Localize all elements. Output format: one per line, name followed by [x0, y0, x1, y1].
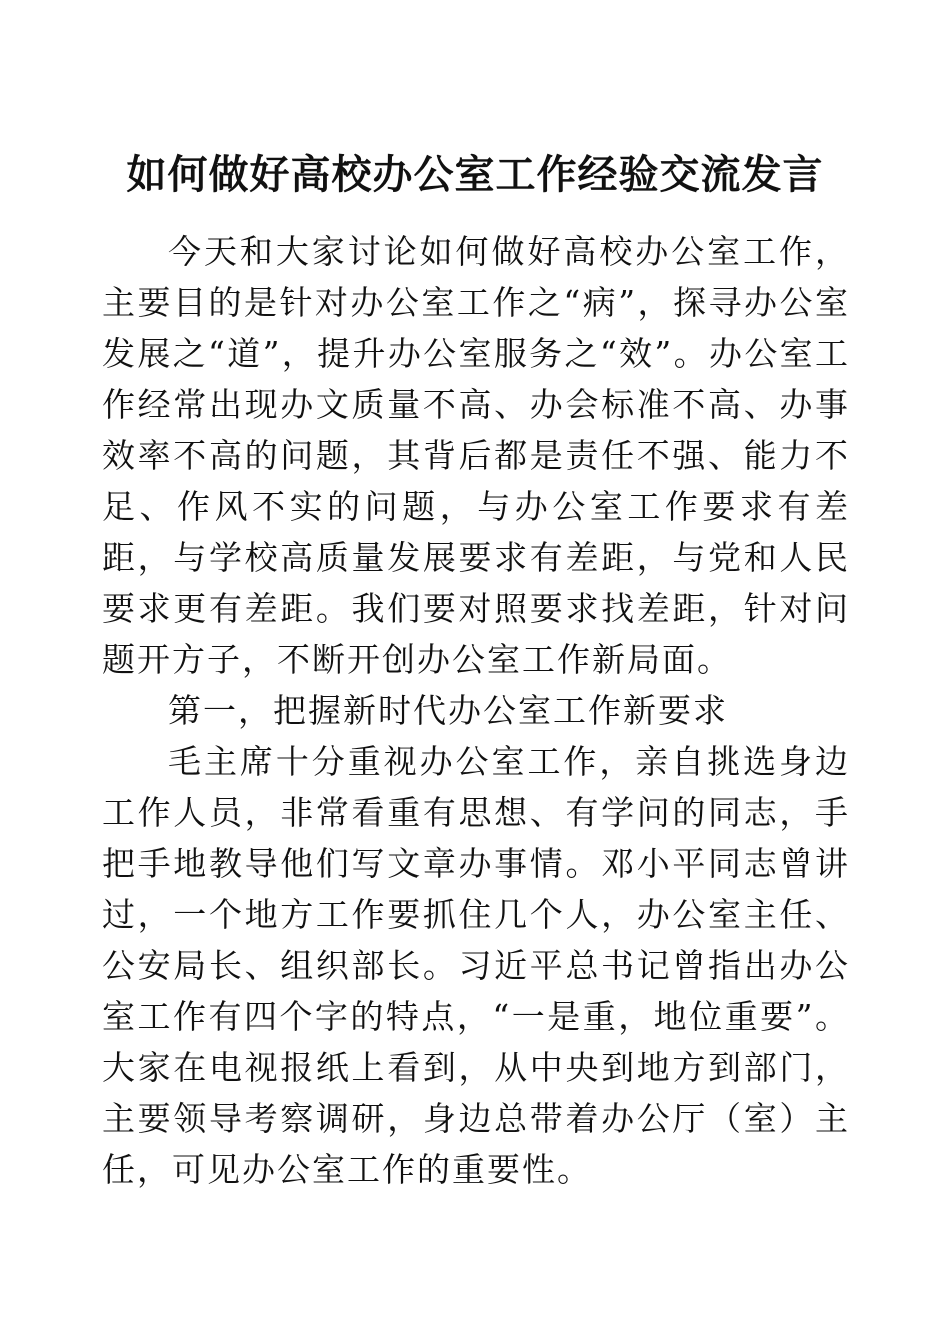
document-title: 如何做好高校办公室工作经验交流发言 [126, 150, 824, 198]
paragraph-intro: 今天和大家讨论如何做好高校办公室工作，主要目的是针对办公室工作之“病”，探寻办公室发展之“道”，提升办公室服务之“效”。办公室工作经常出现办文质量不高、办会标准不高、办事效率不高的问题，其背后都是责任不强、能力不足、作风不实的问题，与办公室工作要求有差距，与学校高质量发展要求有差距，与党和人民要求更有差距。我们要对照要求找差距，针对问题开方子，不断开创办公室工作新局面。 [102, 232, 850, 679]
document-body [102, 226, 850, 1195]
paragraph-section-one: 毛主席十分重视办公室工作，亲自挑选身边工作人员，非常看重有思想、有学问的同志，手把手地教导他们写文章办事情。邓小平同志曾讲过，一个地方工作要抓住几个人，办公室主任、公安局长、组织部长。习近平总书记曾指出办公室工作有四个字的特点，“一是重，地位重要”。大家在电视报纸上看到，从中央到地方到部门，主要领导考察调研，身边总带着办公厅（室）主任，可见办公室工作的重要性。 [102, 742, 850, 1189]
section-heading-first: 第一，把握新时代办公室工作新要求 [168, 691, 728, 730]
